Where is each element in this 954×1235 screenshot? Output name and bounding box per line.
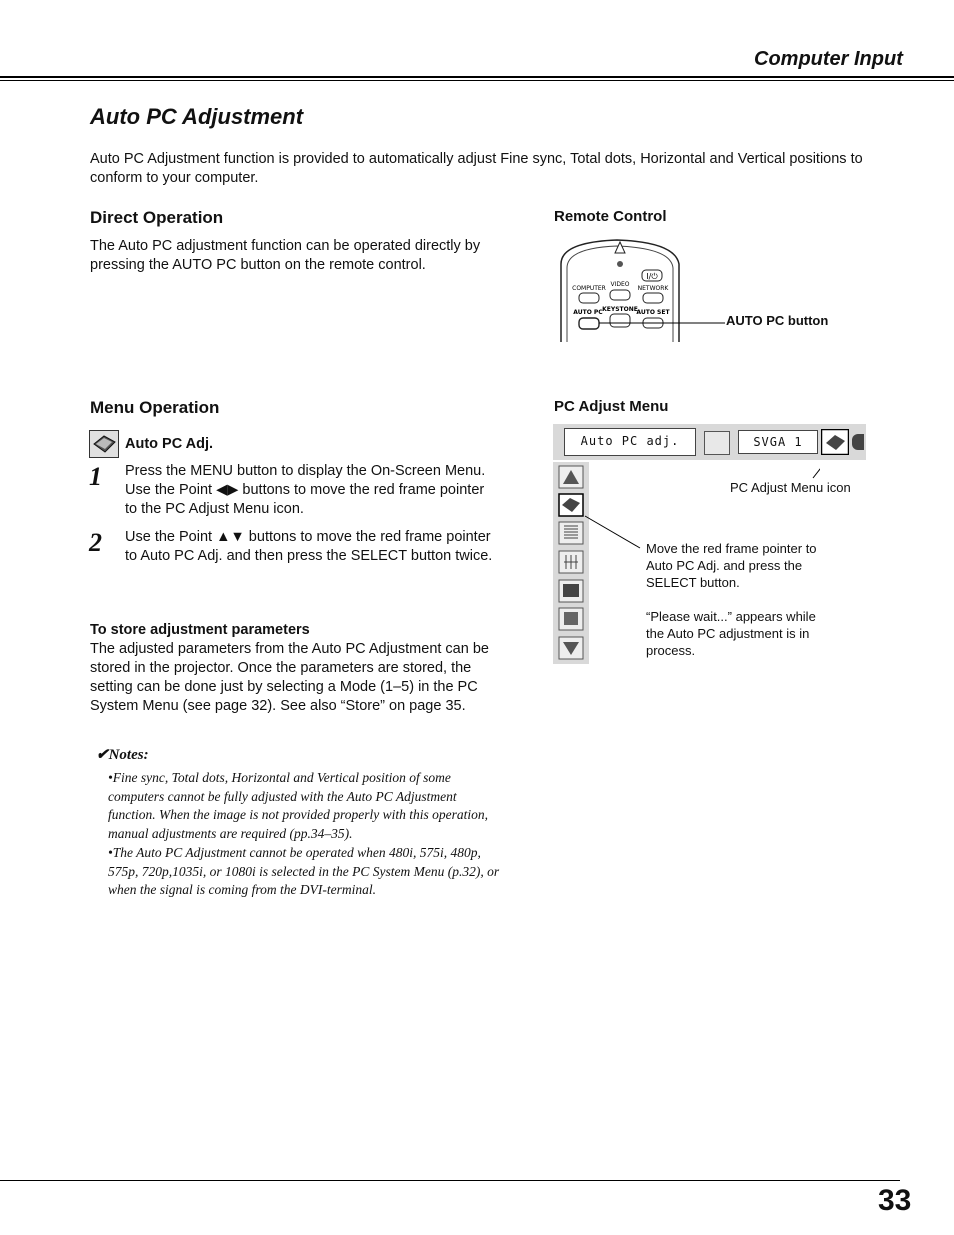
computer-label: COMPUTER [572,285,606,292]
header-rule [0,76,954,78]
remote-control-heading: Remote Control [554,208,667,225]
menu-next-icon [852,434,864,450]
step-2-text: Use the Point ▲▼ buttons to move the red frame pointer to Auto PC Adj. and then press the SELECT button twice. [125,529,493,564]
power-label: I/⏻ [646,272,658,281]
clamp-icon [564,612,578,625]
step-1-text: Press the MENU button to display the On-Screen Menu. Use the Point ◀▶ buttons to move the red frame pointer to the PC Adjust Menu icon. [125,463,486,517]
keystone-label: KEYSTONE [602,306,638,313]
auto-pc-adj-field: Auto PC adj. [564,428,696,456]
pc-adjust-menu-icon-callout: PC Adjust Menu icon [730,480,851,495]
note-item-1: •Fine sync, Total dots, Horizontal and Vertical position of some computers cannot be fully adjusted with the Auto PC Adjustment function. When the image is not provided properly with this operation, manual adjustments are required (pp.34–35). [108,770,488,841]
store-text: The adjusted parameters from the Auto PC Adjustment can be stored in the projector. Once the parameters are stored, the setting can be done just by selecting a Mode (1–5) in the PC System Menu (see page 32). See also “Store” on page 35. [90,641,489,714]
auto-pc-label: AUTO PC [573,309,603,316]
notes-label: ✔Notes: [96,747,149,763]
store-heading: To store adjustment parameters [90,622,310,638]
video-label: VIDEO [610,281,630,288]
pc-adjust-menu-icon [821,429,849,455]
pointer-callout: Move the red frame pointer to Auto PC Adj. and press the SELECT button. [646,541,817,590]
intro-paragraph: Auto PC Adjustment function is provided to automatically adjust Fine sync, Total dots, Horizontal and Vertical positions to conform to your computer. [90,151,863,186]
mode-field: SVGA 1 [738,430,818,454]
pc-adjust-menu-heading: PC Adjust Menu [554,398,669,415]
direct-operation-heading: Direct Operation [90,208,224,227]
section-title: Computer Input [754,48,903,70]
position-icon [563,584,579,597]
network-label: NETWORK [637,285,669,292]
page-title: Auto PC Adjustment [90,104,304,129]
direct-operation-text: The Auto PC adjustment function can be operated directly by pressing the AUTO PC button on the remote control. [90,238,481,273]
header-rule-thin [0,80,954,81]
page-number: 33 [878,1184,912,1217]
footer-rule [0,1180,900,1181]
step-1-number: 1 [89,462,102,491]
pc-adjust-icon [89,430,119,458]
note-item-2: •The Auto PC Adjustment cannot be operated when 480i, 575i, 480p, 575p, 720p,1035i, or 1080i is selected in the PC System Menu (p.32), or when the signal is coming from the DVI-terminal. [108,845,500,897]
menu-operation-heading: Menu Operation [90,398,220,417]
auto-pc-button-callout: AUTO PC button [726,313,829,328]
auto-set-label: AUTO SET [636,309,670,316]
step-2-number: 2 [89,528,102,557]
auto-pc-adj-label: Auto PC Adj. [125,436,214,452]
please-wait-callout: “Please wait...” appears while the Auto PC adjustment is in process. [646,609,816,658]
total-dots-icon [564,555,578,569]
